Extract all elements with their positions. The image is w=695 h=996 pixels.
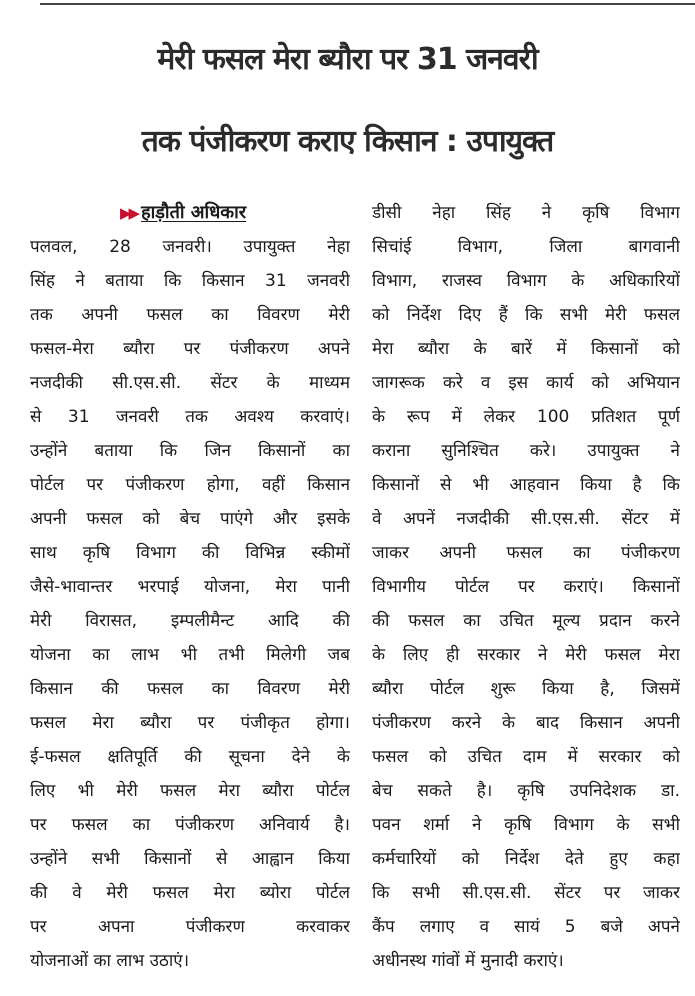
article-line: पवन शर्मा ने कृषि विभाग के सभी	[372, 815, 680, 835]
article-column-right	[372, 196, 680, 978]
article-line: योजना का लाभ भी तभी मिलेगी जब	[30, 645, 350, 665]
article-line: फसल मेरा ब्यौरा पर पंजीकृत होगा।	[30, 713, 350, 733]
article-line: अधीनस्थ गांवों में मुनादी कराएं।	[372, 951, 564, 971]
double-arrow-icon: ▶▶	[120, 204, 138, 222]
article-line: विभागीय पोर्टल पर कराएं। किसानों	[372, 577, 680, 597]
article-line: तक अपनी फसल का विवरण मेरी	[30, 305, 350, 325]
article-line: को निर्देश दिए हैं कि सभी मेरी फसल	[372, 305, 680, 325]
article-line: फसल को उचित दाम में सरकार को	[372, 747, 680, 767]
article-line: योजनाओं का लाभ उठाएं।	[30, 951, 190, 971]
article-line: बेच सकते है। कृषि उपनिदेशक डा.	[372, 781, 680, 801]
article-line: कि सभी सी.एस.सी. सेंटर पर जाकर	[372, 883, 680, 903]
article-line: डीसी नेहा सिंह ने कृषि विभाग	[372, 203, 680, 223]
article-line: जागरूक करे व इस कार्य को अभियान	[372, 373, 680, 393]
article-line: पर अपना पंजीकरण करवाकर	[30, 917, 350, 937]
byline	[120, 196, 350, 230]
article-line: फसल-मेरा ब्यौरा पर पंजीकरण अपने	[30, 339, 350, 359]
article-line: सिचांई विभाग, जिला बागवानी	[372, 237, 680, 257]
article-line: पोर्टल पर पंजीकरण होगा, वहीं किसान	[30, 475, 350, 495]
headline-line-1: मेरी फसल मेरा ब्यौरा पर 31 जनवरी	[157, 42, 538, 77]
article-line: पर फसल का पंजीकरण अनिवार्य है।	[30, 815, 350, 835]
article-line: ई-फसल क्षतिपूर्ति की सूचना देने के	[30, 747, 350, 767]
article-line: की फसल का उचित मूल्य प्रदान करने	[372, 611, 680, 631]
article-line: पंजीकरण करने के बाद किसान अपनी	[372, 713, 680, 733]
headline-line-2: तक पंजीकरण कराए किसान : उपायुक्त	[141, 124, 554, 159]
article-line: विभाग, राजस्व विभाग के अधिकारियों	[372, 271, 680, 291]
article-line: साथ कृषि विभाग की विभिन्न स्कीमों	[30, 543, 350, 563]
article-line: उन्होंने सभी किसानों से आह्वान किया	[30, 849, 350, 869]
article-line: मेरा ब्यौरा के बारें में किसानों को	[372, 339, 680, 359]
article-line: के रूप में लेकर 100 प्रतिशत पूर्ण	[372, 407, 680, 427]
article-line: ब्यौरा पोर्टल शुरू किया है, जिसमें	[372, 679, 680, 699]
article-line: किसान की फसल का विवरण मेरी	[30, 679, 350, 699]
article-line: सिंह ने बताया कि किसान 31 जनवरी	[30, 271, 350, 291]
article-line: जाकर अपनी फसल का पंजीकरण	[372, 543, 680, 563]
article-line: से 31 जनवरी तक अवश्य करवाएं।	[30, 407, 350, 427]
article-body-left	[30, 230, 350, 978]
article-line: उन्होंने बताया कि जिन किसानों का	[30, 441, 350, 461]
article-line: किसानों से भी आहवान किया है कि	[372, 475, 680, 495]
article-line: लिए भी मेरी फसल मेरा ब्यौरा पोर्टल	[30, 781, 350, 801]
article-line: कैंप लगाए व सायं 5 बजे अपने	[372, 917, 680, 937]
article-line: कराना सुनिश्चित करे। उपायुक्त ने	[372, 441, 680, 461]
top-rule	[40, 3, 695, 5]
article-line: कर्मचारियों को निर्देश देते हुए कहा	[372, 849, 680, 869]
article-body-right	[372, 196, 680, 978]
article-line: वे अपनें नजदीकी सी.एस.सी. सेंटर में	[372, 509, 680, 529]
article-line: जैसे-भावान्तर भरपाई योजना, मेरा पानी	[30, 577, 350, 597]
article-line: के लिए ही सरकार ने मेरी फसल मेरा	[372, 645, 680, 665]
article-line: मेरी विरासत, इम्पलीमैन्ट आदि की	[30, 611, 350, 631]
article-line: नजदीकी सी.एस.सी. सेंटर के माध्यम	[30, 373, 350, 393]
article-column-left	[30, 196, 350, 978]
article-line: की वे मेरी फसल मेरा ब्योरा पोर्टल	[30, 883, 350, 903]
article-line: अपनी फसल को बेच पाएंगे और इसके	[30, 509, 350, 529]
article-line: पलवल, 28 जनवरी। उपायुक्त नेहा	[30, 237, 350, 257]
byline-source: हाड़ौती अधिकार	[141, 202, 247, 223]
